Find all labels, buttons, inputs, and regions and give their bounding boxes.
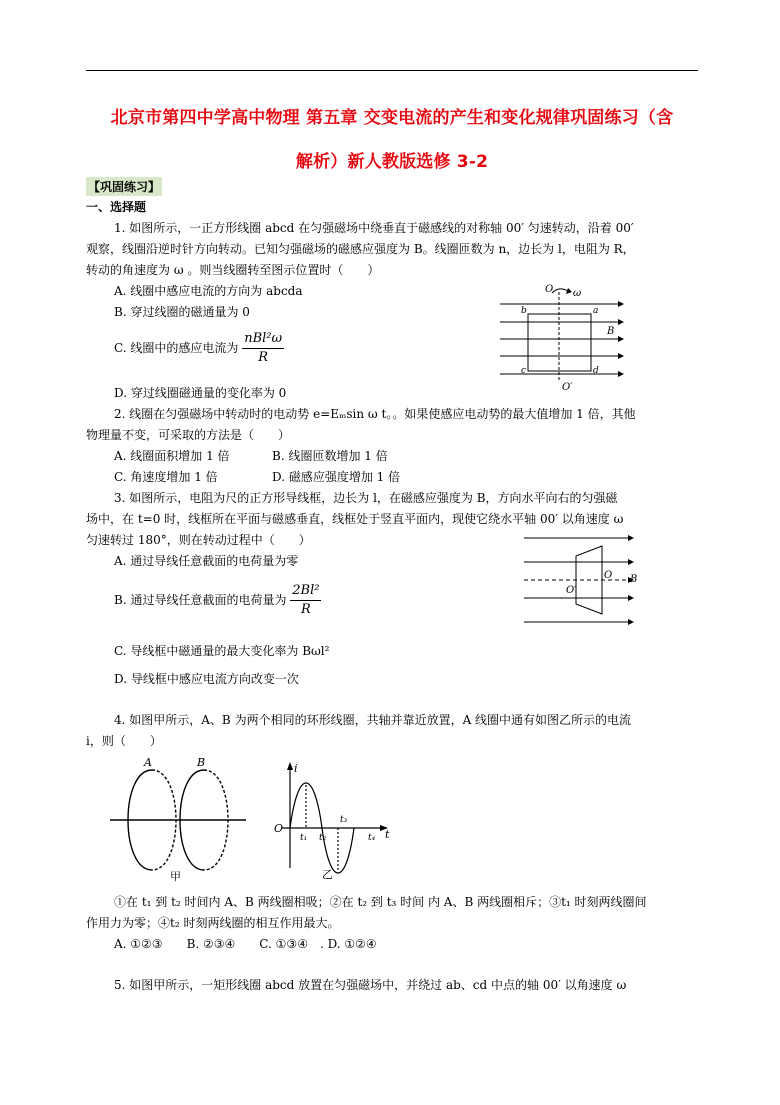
q4-options: A. ①②③ B. ②③④ C. ①③④ . D. ①②④	[114, 937, 377, 951]
coil-B-label: B	[197, 756, 206, 769]
header-rule	[86, 70, 698, 71]
fig3-label-B: B	[630, 574, 638, 585]
q2-option-d: D. 磁感应强度增加 1 倍	[272, 470, 401, 484]
q4-statements-line1: ①在 t₁ 到 t₂ 时间内 A、B 两线圈相吸；②在 t₂ 到 t₃ 时间 内 A、B 两线圈相斥；③t₁ 时刻两线圈间	[114, 895, 647, 909]
q3-line3: 匀速转过 180°，则在转动过程中（ ）	[86, 533, 311, 547]
fig-yi-caption: 乙	[322, 868, 333, 881]
graph-i-label: i	[294, 762, 298, 775]
q4-figure-yi	[268, 758, 394, 882]
q1-option-c	[114, 330, 284, 367]
q3-fraction	[290, 582, 321, 619]
q3-option-b-label: B. 通过导线任意截面的电荷量为	[114, 593, 287, 607]
fig3-label-O-prime: O′	[566, 585, 577, 596]
q1-line1: 1. 如图所示，一正方形线圈 abcd 在匀强磁场中绕垂直于磁感线的对称轴 00′ 匀速转动，沿着 00′	[114, 221, 634, 235]
q3-option-c: C. 导线框中磁通量的最大变化率为 Bωl²	[114, 644, 330, 658]
q1-option-a: A. 线圈中感应电流的方向为 abcda	[114, 284, 303, 298]
q1-option-b: B. 穿过线圈的磁通量为 0	[114, 305, 250, 319]
fraction-denominator: R	[300, 602, 311, 617]
graph-t3-label: t₃	[340, 815, 348, 825]
q3-option-d: D. 导线框中感应电流方向改变一次	[114, 672, 299, 686]
q1-line2: 观察，线圈沿逆时针方向转动。已知匀强磁场的磁感应强度为 B。线圈匝数为 n，边长为 l，电阻为 R，	[86, 242, 635, 256]
q1-line3: 转动的角速度为 ω 。则当线圈转至图示位置时（ ）	[86, 263, 380, 277]
q3-line1: 3. 如图所示，电阻为尺的正方形导线框，边长为 l，在磁感应强度为 B，方向水平向右的匀强磁	[114, 491, 618, 505]
fig1-label-b: b	[521, 306, 527, 316]
graph-origin-label: O	[274, 822, 284, 835]
page-title-line2: 解析）新人教版选修 3-2	[295, 152, 489, 172]
q4-line2: i，则（ ）	[86, 734, 162, 748]
q1-option-c-label: C. 线圈中的感应电流为	[114, 341, 239, 355]
q4-statements-line2: 作用力为零；④t₂ 时刻两线圈的相互作用最大。	[86, 916, 340, 930]
q3-option-a: A. 通过导线任意截面的电荷量为零	[114, 554, 299, 568]
section-tag: 【巩固练习】	[86, 177, 162, 196]
fig1-label-a: a	[593, 306, 599, 316]
q2-option-c: C. 角速度增加 1 倍	[114, 470, 218, 484]
graph-t1-label: t₁	[300, 833, 308, 843]
graph-t-label: t	[385, 828, 390, 841]
fig1-label-d: d	[593, 366, 599, 376]
fig1-label-O-prime: O′	[562, 382, 573, 392]
fig1-label-O: O	[545, 284, 554, 295]
fraction-numerator: 2Bl²	[290, 582, 321, 601]
q3-line2: 场中，在 t=0 时，线框所在平面与磁感垂直，线框处于竖直平面内，现使它绕水平轴 00′ 以角速度 ω	[86, 512, 624, 526]
q1-figure	[500, 282, 630, 392]
fig1-label-B: B	[607, 326, 615, 337]
q4-figure-jia	[108, 752, 248, 882]
q2-line2: 物理量不变，可采取的方法是（ ）	[86, 428, 291, 442]
coil-A-label: A	[144, 756, 152, 769]
fig1-label-omega: ω	[573, 288, 582, 299]
q1-option-d: D. 穿过线圈磁通量的变化率为 0	[114, 386, 287, 400]
q2-line1: 2. 线圈在匀强磁场中转动时的电动势 e=Eₘsin ω t。。如果使感应电动势的最大值增加 1 倍，其他	[114, 407, 636, 421]
q3-figure	[518, 532, 642, 632]
fig1-label-c: c	[521, 366, 527, 376]
q1-fraction	[242, 330, 284, 367]
q2-option-a: A. 线圈面积增加 1 倍	[114, 449, 230, 463]
page-title: 北京市第四中学高中物理 第五章 交变电流的产生和变化规律巩固练习（含	[110, 108, 674, 128]
fraction-denominator: R	[258, 350, 269, 365]
section-heading: 一、选择题	[86, 200, 147, 214]
fraction-numerator: nBl²ω	[242, 330, 284, 349]
graph-t4-label: t₄	[368, 833, 376, 843]
fig-jia-caption: 甲	[170, 870, 181, 882]
q4-line1: 4. 如图甲所示，A、B 为两个相同的环形线圈，共轴并靠近放置，A 线圈中通有如图乙所示的电流	[114, 713, 632, 727]
q2-option-b: B. 线圈匝数增加 1 倍	[272, 449, 388, 463]
q3-option-b	[114, 582, 321, 619]
graph-t2-label: t₂	[319, 833, 327, 843]
q5-line1: 5. 如图甲所示，一矩形线圈 abcd 放置在匀强磁场中，并绕过 ab、cd 中点的轴 00′ 以角速度 ω	[114, 978, 627, 992]
fig3-label-O: O	[604, 570, 613, 581]
